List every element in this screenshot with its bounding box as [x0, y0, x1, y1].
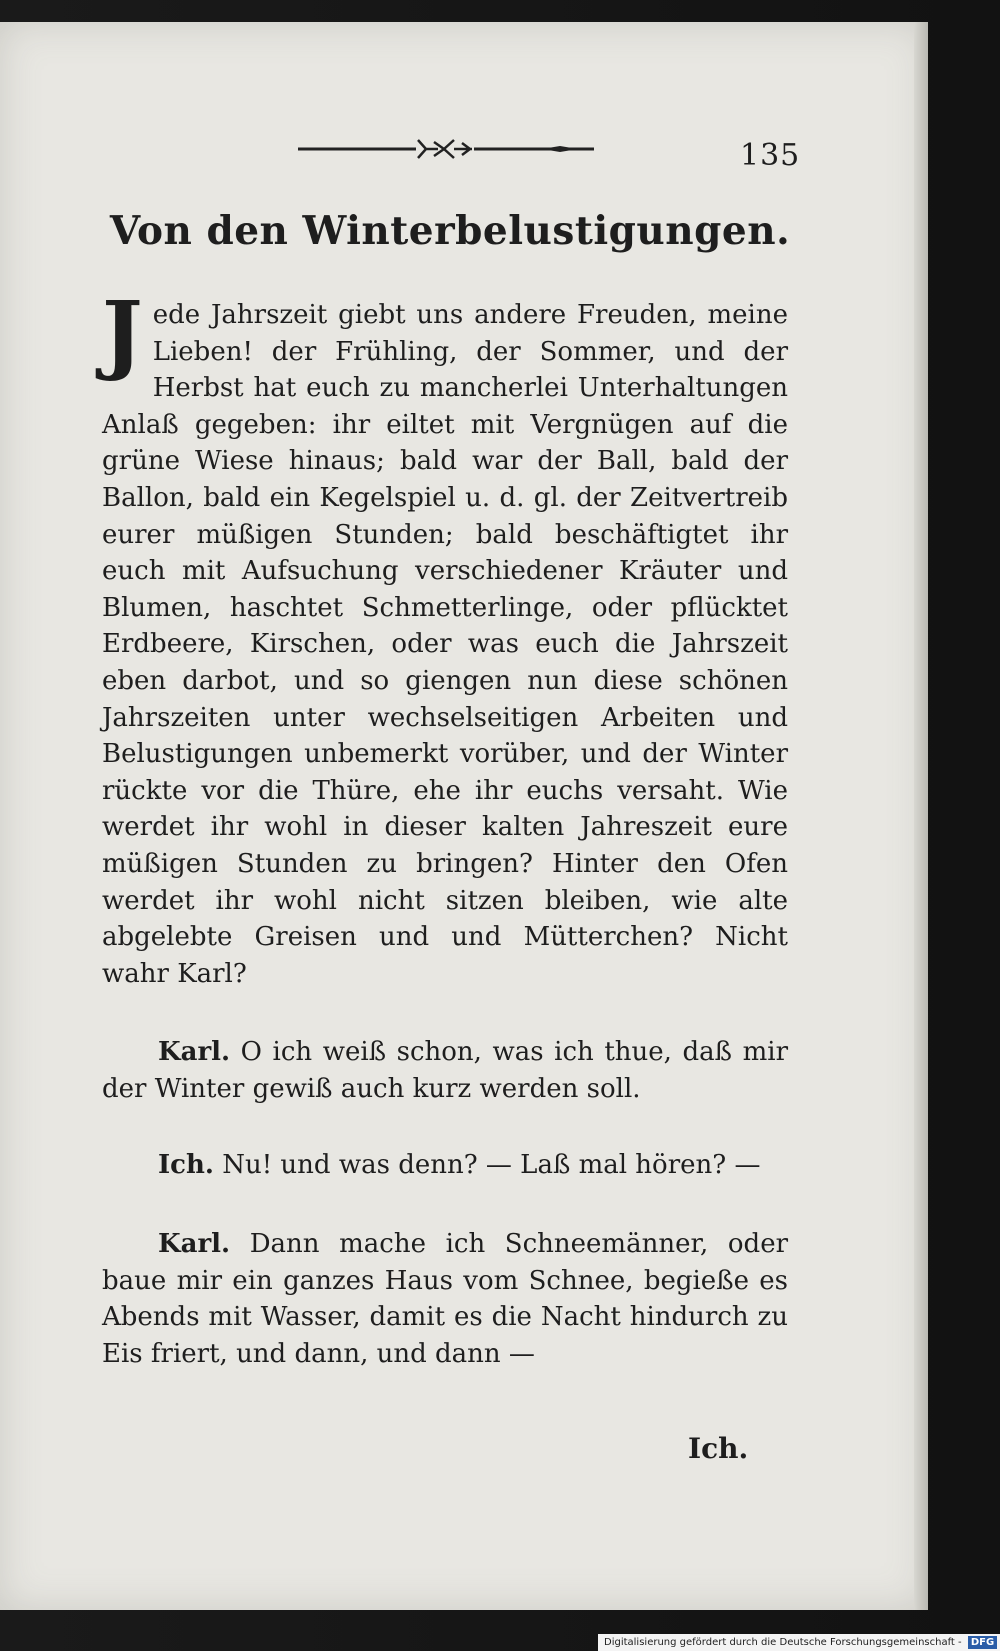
- body-text: [102, 283, 789, 1372]
- dfg-logo: DFG: [968, 1636, 997, 1649]
- speaker-name: Ich.: [158, 1150, 214, 1181]
- speaker-name: Karl.: [158, 1037, 231, 1068]
- opening-paragraph: [102, 283, 788, 992]
- dialog-text: Dann mache ich Schneemänner, oder baue mir ein ganzes Haus vom Schnee, begieße es Abends mit Wasser, damit es die Nacht hindurch zu Eis friert, und dann, und dann —: [102, 1229, 789, 1369]
- page-number: 135: [740, 138, 801, 173]
- dialog-line: [102, 1147, 788, 1184]
- book-page: [0, 22, 928, 1610]
- drop-cap: J: [102, 283, 143, 384]
- dialog-text: Nu! und was denn? — Laß mal hören? —: [222, 1150, 761, 1181]
- dialog-line: [102, 1034, 788, 1107]
- ornament-rule-icon: [298, 134, 616, 164]
- speaker-name: Karl.: [158, 1229, 231, 1260]
- dialog-line: [102, 1226, 788, 1372]
- opening-text: ede Jahrszeit giebt uns andere Freuden, meine Lieben! der Frühling, der Sommer, und der Herbst hat euch zu mancherlei Unterhaltungen Anlaß gegeben: ihr eiltet mit Vergnügen auf die grüne Wiese hinaus; bald war der Ball, bald der Ballon, bald ein Kegelspiel u. d. gl. der Zeitvertreib eurer müßigen Stunden; bald beschäftigtet ihr euch mit Aufsuchung verschiedener Kräuter und Blumen, haschtet Schmetterlinge, oder pflücktet Erdbeere, Kirschen, oder was euch die Jahrszeit eben darbot, und so giengen nun diese schönen Jahrszeiten unter wechselseitigen Arbeiten und Belustigungen unbemerkt vorüber, und der Winter rückte vor die Thüre, ehe ihr euchs versaht. Wie werdet ihr wohl in dieser kalten Jahreszeit eure müßigen Stunden zu bringen? Hinter den Ofen werdet ihr wohl nicht sitzen bleiben, wie alte abgelebte Greisen und und Mütterchen? Nicht wahr Karl?: [102, 300, 788, 989]
- digitization-credit: [598, 1634, 1000, 1651]
- credit-text: Digitalisierung gefördert durch die Deutsche Forschungsgemeinschaft -: [604, 1637, 962, 1648]
- catchword: Ich.: [688, 1432, 749, 1465]
- chapter-title: Von den Winterbelustigungen.: [109, 208, 791, 254]
- dialog-text: O ich weiß schon, was ich thue, daß mir der Winter gewiß auch kurz werden soll.: [102, 1037, 788, 1104]
